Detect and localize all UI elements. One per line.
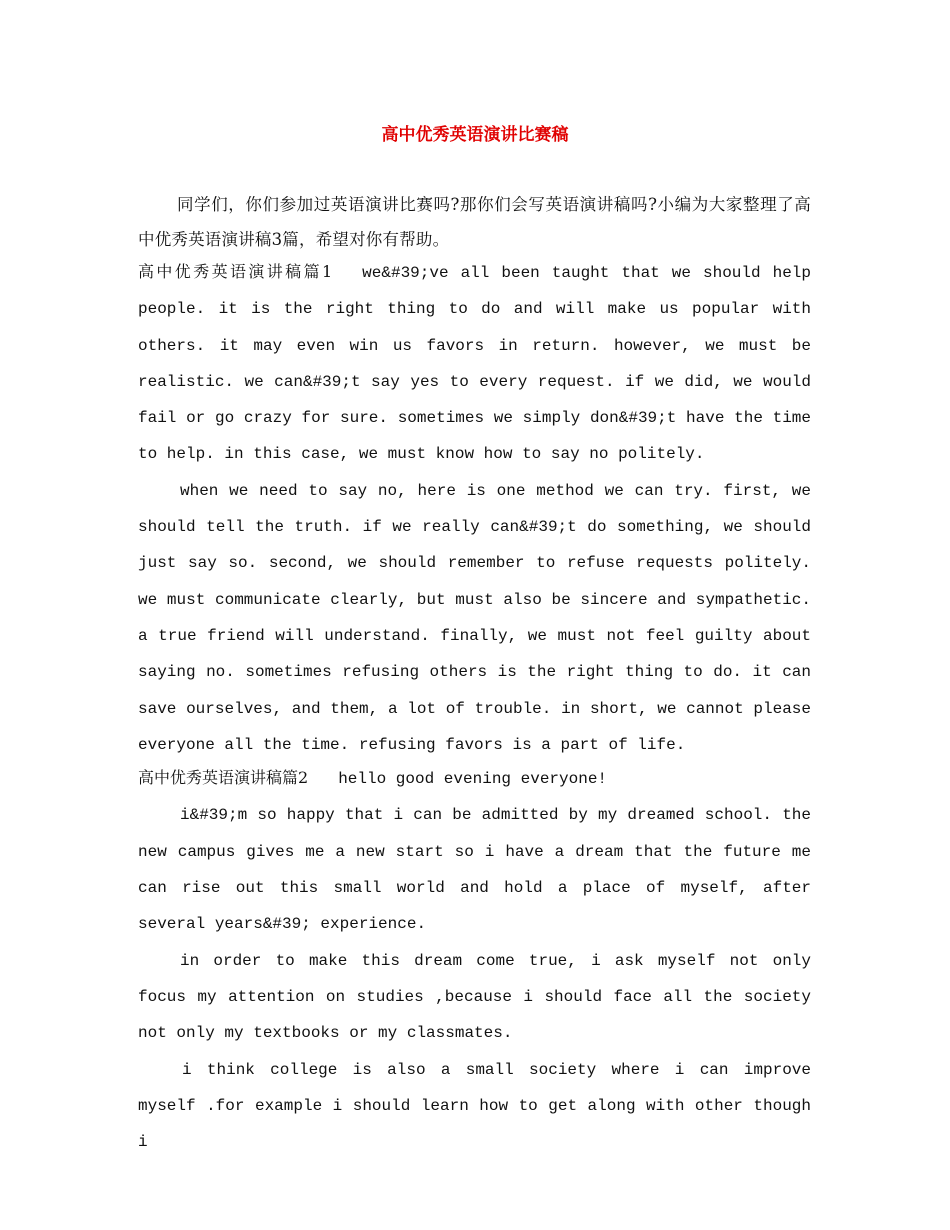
section2-paragraph-2: i&#39;m so happy that i can be admitted by my dreamed school. the new campus gives me a new start so i have a dream that the future me can rise out this small world and hold a place of myself, after several years&#39; experience. bbox=[138, 806, 811, 934]
document-title: 高中优秀英语演讲比赛稿 bbox=[381, 125, 569, 145]
section1-paragraph-2: when we need to say no, here is one method we can try. first, we should tell the truth. if we really can&#39;t do something, we should just say so. second, we should remember to refuse requests politely. we must communicate clearly, but must also be sincere and sympathetic. a true friend will understand. finally, we must not feel guilty about saying no. sometimes refusing others is the right thing to do. it can save ourselves, and them, a lot of trouble. in short, we cannot please everyone all the time. refusing favors is a part of life. bbox=[138, 481, 811, 754]
section1-paragraph-1: we&#39;ve all been taught that we should help people. it is the right thing to do and will make us popular with others. it may even win us favors in return. however, we must be realistic. we can&#39;t say yes to every request. if we did, we would fail or go crazy for sure. sometimes we simply don&#39;t have the time to help. in this case, we must know how to say no politely. bbox=[138, 264, 811, 464]
section2-paragraph-3: in order to make this dream come true, i ask myself not only focus my attention on studies ,because i should face all the society not only my textbooks or my classmates. bbox=[138, 951, 811, 1043]
section1-first-paragraph bbox=[138, 254, 811, 473]
section2-paragraph-1: hello good evening everyone! bbox=[338, 770, 608, 789]
section2-first-paragraph bbox=[138, 760, 811, 797]
section2-paragraph-4: i think college is also a small society where i can improve myself .for example i should learn how to get along with other though i bbox=[138, 1060, 811, 1152]
document-body bbox=[138, 187, 811, 1160]
section1-heading: 高中优秀英语演讲稿篇1 bbox=[138, 262, 333, 281]
intro-paragraph: 同学们，你们参加过英语演讲比赛吗?那你们会写英语演讲稿吗?小编为大家整理了高中优秀英语演讲稿3篇，希望对你有帮助。 bbox=[138, 195, 811, 249]
section2-heading: 高中优秀英语演讲稿篇2 bbox=[138, 768, 309, 788]
